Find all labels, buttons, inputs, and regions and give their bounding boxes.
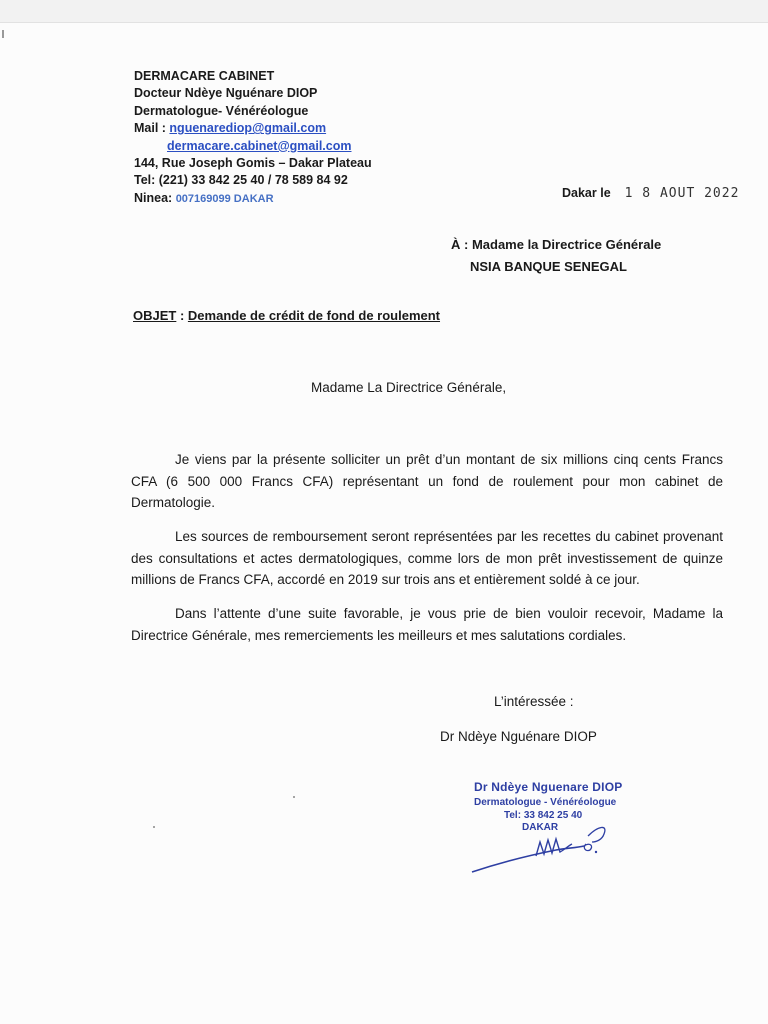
object-line	[133, 308, 440, 323]
object-separator: :	[176, 308, 188, 323]
specialty: Dermatologue- Vénéréologue	[134, 103, 309, 118]
paragraph-2	[131, 526, 723, 591]
sender-block	[134, 68, 372, 208]
scan-edge-mark	[2, 30, 4, 38]
salutation: Madame La Directrice Générale,	[311, 380, 507, 395]
mail-line-2	[134, 138, 372, 155]
handwritten-signature	[466, 806, 616, 876]
scan-top-band	[0, 0, 768, 23]
stamp-city: DAKAR	[522, 822, 559, 833]
mail-label: Mail :	[134, 121, 170, 136]
scan-speck	[293, 796, 295, 798]
mail-line	[134, 120, 372, 137]
doctor-name: Docteur Ndèye Nguénare DIOP	[134, 86, 318, 101]
paragraph-2-text: Les sources de remboursement seront représentées par les recettes du cabinet provenant des consultations et actes dermatologiques, comme lors de mon prêt investissement de quinze millions de Francs CFA, accordé en 2019 sur trois ans et entièrement soldé à ce jour.	[131, 529, 723, 587]
ninea-line	[134, 190, 372, 208]
scan-speck	[153, 826, 155, 828]
ninea-value: 007169099 DAKAR	[175, 192, 274, 205]
recipient-line-1: À : Madame la Directrice Générale	[451, 237, 662, 252]
paragraph-3-text: Dans l’attente d’une suite favorable, je vous prie de bien vouloir recevoir, Madame la Directrice Générale, mes remerciements les meilleurs et mes salutations cordiales.	[131, 606, 723, 643]
email-link-2[interactable]: dermacare.cabinet@gmail.com	[167, 138, 352, 153]
recipient-line-2: NSIA BANQUE SENEGAL	[470, 259, 627, 274]
paragraph-3	[131, 603, 723, 646]
interested-label: L’intéressée :	[494, 694, 574, 709]
email-link-1[interactable]: nguenarediop@gmail.com	[169, 121, 327, 136]
paragraph-1	[131, 449, 723, 514]
address: 144, Rue Joseph Gomis – Dakar Plateau	[134, 156, 372, 171]
date-stamp: 1 8 AOUT 2022	[624, 186, 740, 201]
date-label: Dakar le	[562, 186, 611, 200]
stamp-tel: Tel: 33 842 25 40	[504, 810, 583, 821]
telephone: Tel: (221) 33 842 25 40 / 78 589 84 92	[134, 173, 348, 188]
signer-name: Dr Ndèye Nguénare DIOP	[440, 729, 597, 744]
object-text: Demande de crédit de fond de roulement	[187, 308, 441, 323]
paragraph-1-text: Je viens par la présente solliciter un prêt d’un montant de six millions cinq cents Francs CFA (6 500 000 Francs CFA) représentant un fond de roulement pour mon cabinet de Dermatologie.	[131, 452, 723, 510]
cabinet-name: DERMACARE CABINET	[134, 69, 275, 83]
recipient-block	[451, 234, 661, 278]
object-label: OBJET	[133, 308, 177, 323]
stamp-title: Dermatologue - Vénéréologue	[474, 797, 617, 808]
stamp-name: Dr Ndèye Nguenare DIOP	[474, 780, 623, 794]
date-line	[562, 186, 739, 201]
ninea-label: Ninea:	[134, 190, 176, 205]
